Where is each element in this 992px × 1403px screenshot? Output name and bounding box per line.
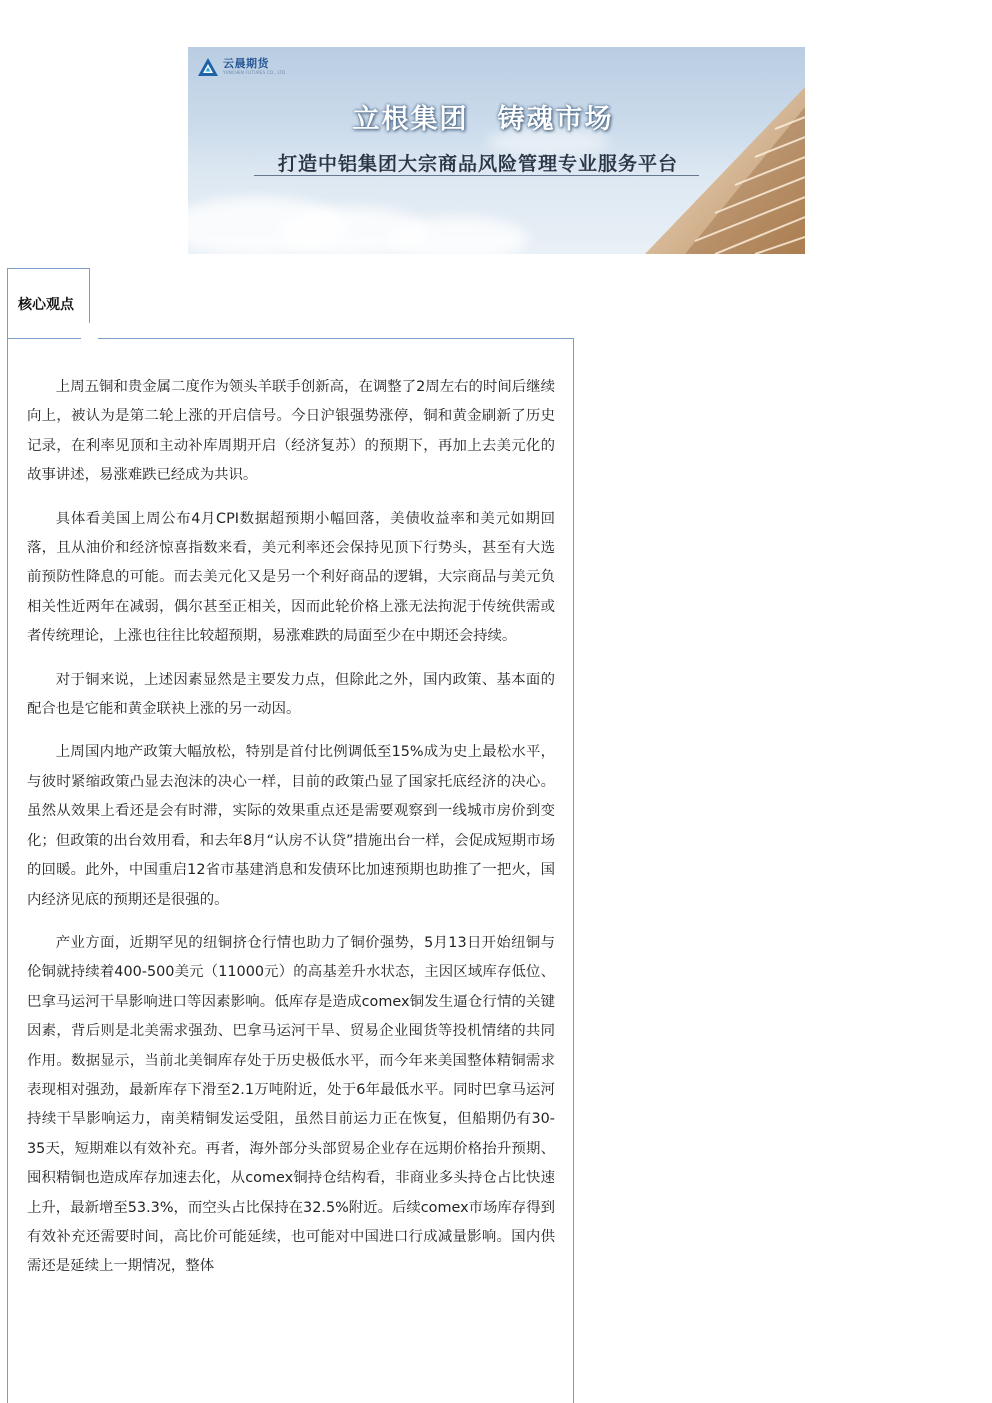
divider bbox=[7, 322, 8, 338]
paragraph: 上周五铜和贵金属二度作为领头羊联手创新高，在调整了2周左右的时间后继续向上，被认为是第二轮上涨的开启信号。今日沪银强势涨停，铜和黄金刷新了历史记录，在利率见顶和主动补库周期开启（经济复苏）的预期下，再加上去美元化的故事讲述，易涨难跌已经成为共识。 bbox=[27, 379, 555, 484]
banner-underline bbox=[254, 175, 699, 176]
divider bbox=[573, 338, 574, 1403]
section-title: 核心观点 bbox=[18, 297, 74, 313]
header-banner bbox=[188, 47, 805, 254]
paragraph: 产业方面，近期罕见的纽铜挤仓行情也助力了铜价强势，5月13日开始纽铜与伦铜就持续着400-500美元（11000元）的高基差升水状态，主因区域库存低位、巴拿马运河干旱影响进口等因素影响。低库存是造成comex铜发生逼仓行情的关键因素，背后则是北美需求强劲、巴拿马运河干旱、贸易企业囤货等投机情绪的共同作用。数据显示，当前北美铜库存处于历史极低水平，而今年来美国整体精铜需求表现相对强劲，最新库存下滑至2.1万吨附近，处于6年最低水平。同时巴拿马运河持续干旱影响运力，南美精铜发运受阻，虽然目前运力正在恢复，但船期仍有30-35天，短期难以有效补充。再者，海外部分头部贸易企业存在远期价格抬升预期、囤积精铜也造成库存加速去化，从comex铜持仓结构看，非商业多头持仓占比快速上升，最新增至53.3%，而空头占比保持在32.5%附近。后续comex市场库存得到有效补充还需要时间，高比价可能延续，也可能对中国进口行成减量影响。国内供需还是延续上一期情况，整体 bbox=[27, 934, 555, 1275]
divider bbox=[7, 338, 8, 1403]
paragraph: 上周国内地产政策大幅放松，特别是首付比例调低至15%成为史上最松水平，与彼时紧缩政策凸显去泡沫的决心一样，目前的政策凸显了国家托底经济的决心。虽然从效果上看还是会有时滞，实际的效果重点还是需要观察到一线城市房价到变化；但政策的出台效用看，和去年8月“认房不认贷”措施出台一样，会促成短期市场的回暖。此外，中国重启12省市基建消息和发债环比加速预期也助推了一把火，国内经济见底的预期还是很强的。 bbox=[27, 744, 555, 908]
paragraph: 对于铜来说，上述因素显然是主要发力点，但除此之外，国内政策、基本面的配合也是它能和黄金联袂上涨的另一动因。 bbox=[27, 671, 555, 718]
article-body bbox=[27, 373, 555, 1296]
logo-mark-icon bbox=[197, 57, 219, 77]
banner-subtitle: 打造中铝集团大宗商品风险管理专业服务平台 bbox=[277, 153, 678, 175]
banner-title: 立根集团 铸魂市场 bbox=[352, 104, 614, 135]
paragraph: 具体看美国上周公布4月CPI数据超预期小幅回落，美债收益率和美元如期回落，且从油价和经济惊喜指数来看，美元利率还会保持见顶下行势头，甚至有大选前预防性降息的可能。而去美元化又是另一个利好商品的逻辑，大宗商品与美元负相关性近两年在减弱，偶尔甚至正相关，因而此轮价格上涨无法拘泥于传统供需或者传统理论，上涨也往往比较超预期，易涨难跌的局面至少在中期还会持续。 bbox=[27, 510, 555, 645]
divider bbox=[7, 338, 81, 339]
company-logo bbox=[197, 57, 287, 77]
cloud-decoration bbox=[388, 217, 528, 254]
divider bbox=[98, 338, 574, 339]
logo-name: 云晨期货 bbox=[223, 57, 269, 70]
logo-english-name: YUNCHEN FUTURES CO., LTD. bbox=[223, 70, 287, 75]
